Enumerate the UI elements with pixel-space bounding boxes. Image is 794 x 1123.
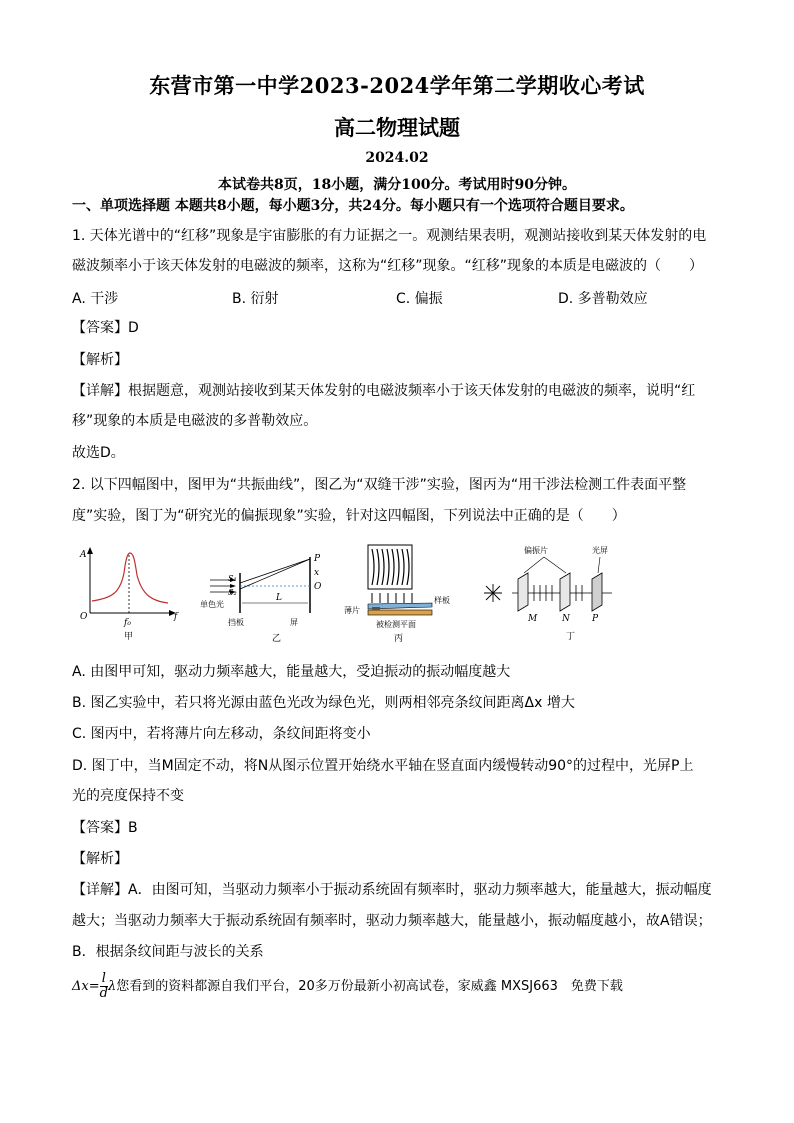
polarizer-label: 偏振片 bbox=[524, 546, 548, 555]
q1-option-d: D. 多普勒效应 bbox=[558, 291, 648, 307]
exam-date: 2024.02 bbox=[365, 150, 429, 166]
q1-detail-line2: 移”现象的本质是电磁波的多普勒效应。 bbox=[72, 413, 318, 429]
figure-ding-polarization bbox=[484, 545, 612, 642]
q1-answer: 【答案】D bbox=[72, 320, 139, 336]
x-label: x bbox=[314, 568, 320, 578]
formula-footer bbox=[72, 972, 623, 1001]
thin-sheet-label: 薄片 bbox=[344, 606, 360, 615]
formula-denominator: d bbox=[99, 986, 108, 1001]
light-label: 单色光 bbox=[200, 600, 224, 609]
s1-label: S₁ bbox=[228, 574, 237, 583]
q2-option-b: B. 图乙实验中，若只将光源由蓝色光改为绿色光，则两相邻亮条纹间距离Δx 增大 bbox=[72, 695, 575, 711]
origin-label: O bbox=[80, 612, 88, 622]
q2-detail-line3: B．根据条纹间距与波长的关系 bbox=[72, 944, 264, 960]
q2-analysis-label: 【解析】 bbox=[72, 851, 128, 867]
q1-stem-line1: 1. 天体光谱中的“红移”现象是宇宙膨胀的有力证据之一。观测结果表明，观测站接收到某天体发射的电 bbox=[72, 228, 707, 244]
formula-fraction bbox=[100, 972, 108, 1001]
fig-bing-label: 丙 bbox=[394, 634, 404, 644]
figure-jia-resonance-curve bbox=[79, 547, 179, 642]
footer-watermark-text: 您看到的资料都源自我们平台，20多万份最新小初高试卷，家威鑫 MXSJ663 免费下载 bbox=[116, 979, 623, 994]
q1-option-a: A. 干涉 bbox=[72, 291, 119, 307]
M-label: M bbox=[528, 614, 538, 624]
sample-label: 样板 bbox=[434, 596, 450, 605]
fig-yi-label: 乙 bbox=[272, 634, 282, 644]
q2-option-c: C. 图丙中，若将薄片向左移动，条纹间距将变小 bbox=[72, 726, 371, 742]
N-label: N bbox=[562, 614, 570, 624]
q1-detail-line1: 【详解】根据题意，观测站接收到某天体发射的电磁波频率小于该天体发射的电磁波的频率，说明“红 bbox=[72, 383, 696, 399]
figure-yi-double-slit bbox=[200, 554, 322, 644]
q2-detail-line1: 【详解】A．由图可知，当驱动力频率小于振动系统固有频率时，驱动力频率越大，能量越大，振动幅度 bbox=[72, 882, 712, 898]
q2-detail-line2: 越大；当驱动力频率大于振动系统固有频率时，驱动力频率越大，能量越小，振动幅度越小，故A错误； bbox=[72, 913, 712, 929]
q2-option-a: A. 由图甲可知，驱动力频率越大，能量越大，受迫振动的振动幅度越大 bbox=[72, 664, 511, 680]
exam-title: 东营市第一中学2023-2024学年第二学期收心考试 bbox=[149, 73, 645, 98]
s2-label: S₂ bbox=[228, 588, 237, 597]
L-label: L bbox=[276, 593, 282, 603]
P-label: P bbox=[314, 554, 321, 564]
q2-option-d-line2: 光的亮度保持不变 bbox=[72, 788, 184, 804]
q2-stem-line1: 2. 以下四幅图中，图甲为“共振曲线”，图乙为“双缝干涉”实验，图丙为“用干涉法检测工件表面平整 bbox=[72, 477, 687, 493]
baffle-label: 挡板 bbox=[228, 618, 244, 627]
exam-subtitle: 高二物理试题 bbox=[334, 115, 460, 140]
f0-label: f₀ bbox=[124, 618, 131, 628]
q1-option-b: B. 衍射 bbox=[232, 291, 279, 307]
fig-ding-label: 丁 bbox=[566, 632, 576, 642]
light-screen-label: 光屏 bbox=[592, 546, 608, 555]
formula-lambda: λ bbox=[107, 979, 117, 994]
section-heading: 一、单项选择题 本题共8小题，每小题3分，共24分。每小题只有一个选项符合题目要求。 bbox=[72, 198, 634, 214]
axis-a-label: A bbox=[80, 550, 87, 560]
screen-label: 屏 bbox=[290, 618, 298, 627]
formula-prefix: Δx= bbox=[72, 979, 100, 994]
test-surface-label: 被检测平面 bbox=[376, 620, 416, 629]
q2-figures bbox=[72, 543, 632, 651]
exam-info: 本试卷共8页，18小题，满分100分。考试用时90分钟。 bbox=[218, 177, 576, 193]
axis-f-label: f bbox=[174, 612, 178, 622]
q1-stem-line2: 磁波频率小于该天体发射的电磁波的频率，这称为“红移”现象。“红移”现象的本质是电磁波的（ ） bbox=[72, 258, 704, 274]
O-label: O bbox=[314, 582, 322, 592]
q2-stem-line2: 度”实验，图丁为“研究光的偏振现象”实验，针对这四幅图，下列说法中正确的是（ ） bbox=[72, 508, 626, 524]
q1-option-c: C. 偏振 bbox=[396, 291, 443, 307]
figure-bing-thin-film bbox=[344, 545, 450, 644]
q1-conclusion: 故选D。 bbox=[72, 445, 125, 461]
fig-jia-label: 甲 bbox=[124, 632, 134, 642]
q2-option-d-line1: D. 图丁中，当M固定不动，将N从图示位置开始绕水平轴在竖直面内缓慢转动90°的过程中，光屏P上 bbox=[72, 758, 694, 774]
q1-analysis-label: 【解析】 bbox=[72, 352, 128, 368]
formula-numerator: l bbox=[100, 972, 108, 987]
P-screen-label: P bbox=[592, 614, 599, 624]
q2-answer: 【答案】B bbox=[72, 820, 138, 836]
